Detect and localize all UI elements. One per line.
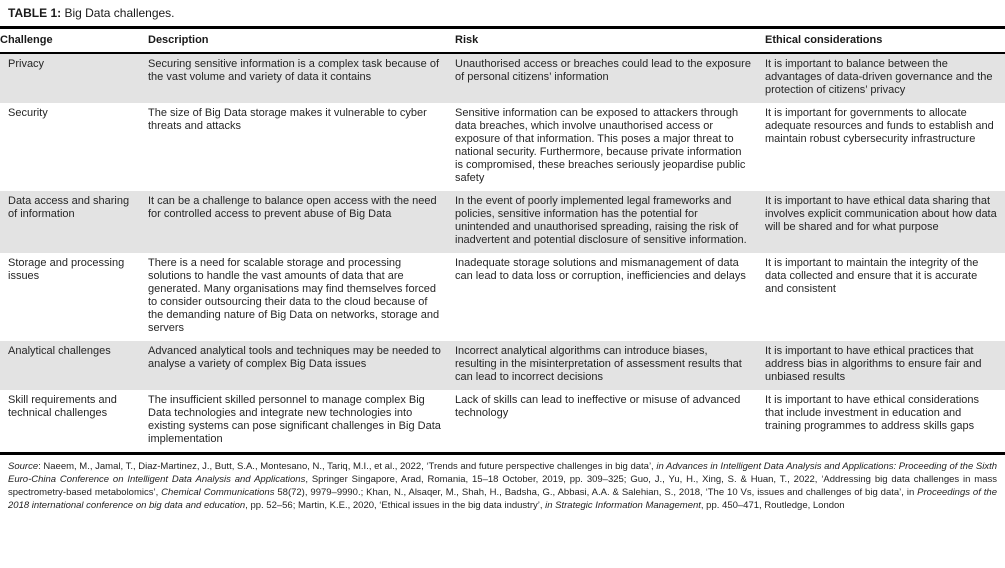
source-segment: : Naeem, M., Jamal, T., Diaz-Martinez, J., Butt, S.A., Montesano, N., Tariq, M.I., et al., 2022, ‘Trends and future perspective challenges in big data’, [38, 461, 657, 472]
cell-description: The size of Big Data storage makes it vulnerable to cyber threats and attacks [148, 107, 427, 132]
cell-challenge: Skill requirements and technical challenges [8, 394, 117, 419]
table-row [0, 54, 1005, 103]
cell-risk: Incorrect analytical algorithms can introduce biases, resulting in the misinterpretation of assessment results that can lead to incorrect decisions [455, 345, 742, 383]
cell-ethical: It is important to have ethical practices that address bias in algorithms to ensure fair and unbiased results [765, 345, 982, 383]
cell-description: Securing sensitive information is a complex task because of the vast volume and variety of data it contains [148, 58, 440, 83]
source-segment: in Advances in Intelligent Data Analysis and Applications: Proceeding of the Sixth Euro-China Conference on Intelligent Data Analysis and Applications [8, 461, 998, 485]
table-header-row [0, 29, 1005, 54]
cell-risk: Sensitive information can be exposed to attackers through data breaches, which involve unauthorised access or exposure of that information. This poses a major threat to national security. Furthermore, because private information is compromised, these breaches seriously jeopardise public safety [455, 107, 746, 184]
table-title [0, 6, 1005, 26]
table-caption: Big Data challenges. [61, 6, 175, 20]
source-segment: 58(72), 9979–9990.; Khan, N., Alsaqer, M., Shah, H., Badsha, G., Abbasi, A.A. & Salehian, S., 2018, ‘The 10 Vs, issues and challenges of big data’, in [274, 487, 918, 498]
cell-description: It can be a challenge to balance open access with the need for controlled access to prevent abuse of Big Data [148, 195, 437, 220]
table-row [0, 341, 1005, 390]
column-header-ethical: Ethical considerations [765, 34, 883, 46]
cell-risk: Unauthorised access or breaches could lead to the exposure of personal citizens’ information [455, 58, 751, 83]
source-segment: in Strategic Information Management [545, 500, 701, 511]
cell-description: The insufficient skilled personnel to manage complex Big Data technologies and integrate new technologies into existing systems can pose significant challenges in Big Data implementation [148, 394, 441, 445]
source-segment: , pp. 450–471, Routledge, London [700, 500, 845, 511]
cell-description: Advanced analytical tools and techniques may be needed to analyse a variety of complex Big Data issues [148, 345, 441, 370]
big-data-challenges-table [0, 26, 1005, 455]
cell-ethical: It is important to have ethical considerations that include investment in education and training programmes to address skills gaps [765, 394, 980, 432]
table-row [0, 253, 1005, 341]
cell-challenge: Data access and sharing of information [8, 195, 130, 220]
cell-challenge: Analytical challenges [8, 345, 111, 357]
cell-risk: In the event of poorly implemented legal frameworks and policies, sensitive information has the potential for unintended and unauthorised spreading, raising the risk of inadvertent and potential disclosure of sensitive information. [455, 195, 747, 246]
source-note [0, 455, 1005, 512]
source-segment: , Springer Singapore, Arad, Romania, 15–18 October, 2019, pp. 309–325; Guo, J., Yu, H., Xing, S. & Huan, T., 2022, ‘Addressing big data challenges in mass spectrometry-based metabolomics’, [8, 474, 997, 498]
column-header-description: Description [148, 34, 209, 46]
table-row [0, 191, 1005, 253]
column-header-challenge: Challenge [0, 34, 53, 46]
source-segment: Proceedings of the 2018 international conference on big data and education [8, 487, 997, 511]
cell-challenge: Security [8, 107, 48, 119]
cell-risk: Lack of skills can lead to ineffective or misuse of advanced technology [455, 394, 741, 419]
cell-challenge: Storage and processing issues [8, 257, 125, 282]
source-segment: Chemical Communications [161, 487, 275, 498]
table-row [0, 103, 1005, 191]
table-row [0, 390, 1005, 452]
cell-ethical: It is important for governments to allocate adequate resources and funds to establish and maintain robust cybersecurity infrastructure [765, 107, 994, 145]
cell-description: There is a need for scalable storage and processing solutions to handle the vast amounts of data that are generated. Many organisations may find themselves forced to consider outsourcing their data to the cloud because of the demanding nature of Big Data on networks, storage and servers [148, 257, 440, 334]
cell-ethical: It is important to have ethical data sharing that involves explicit communication about how data will be shared and for what purpose [765, 195, 997, 233]
cell-ethical: It is important to balance between the advantages of data-driven governance and the protection of citizens’ privacy [765, 58, 993, 96]
cell-ethical: It is important to maintain the integrity of the data collected and ensure that it is accurate and consistent [765, 257, 979, 295]
cell-challenge: Privacy [8, 58, 45, 70]
column-header-risk: Risk [455, 34, 479, 46]
source-segment: Source [8, 461, 39, 472]
cell-risk: Inadequate storage solutions and mismanagement of data can lead to data loss or corruption, inefficiencies and delays [455, 257, 746, 282]
table-number-label: TABLE 1: [8, 6, 62, 20]
source-segment: , pp. 52–56; Martin, K.E., 2020, ‘Ethical issues in the big data industry’, [245, 500, 546, 511]
